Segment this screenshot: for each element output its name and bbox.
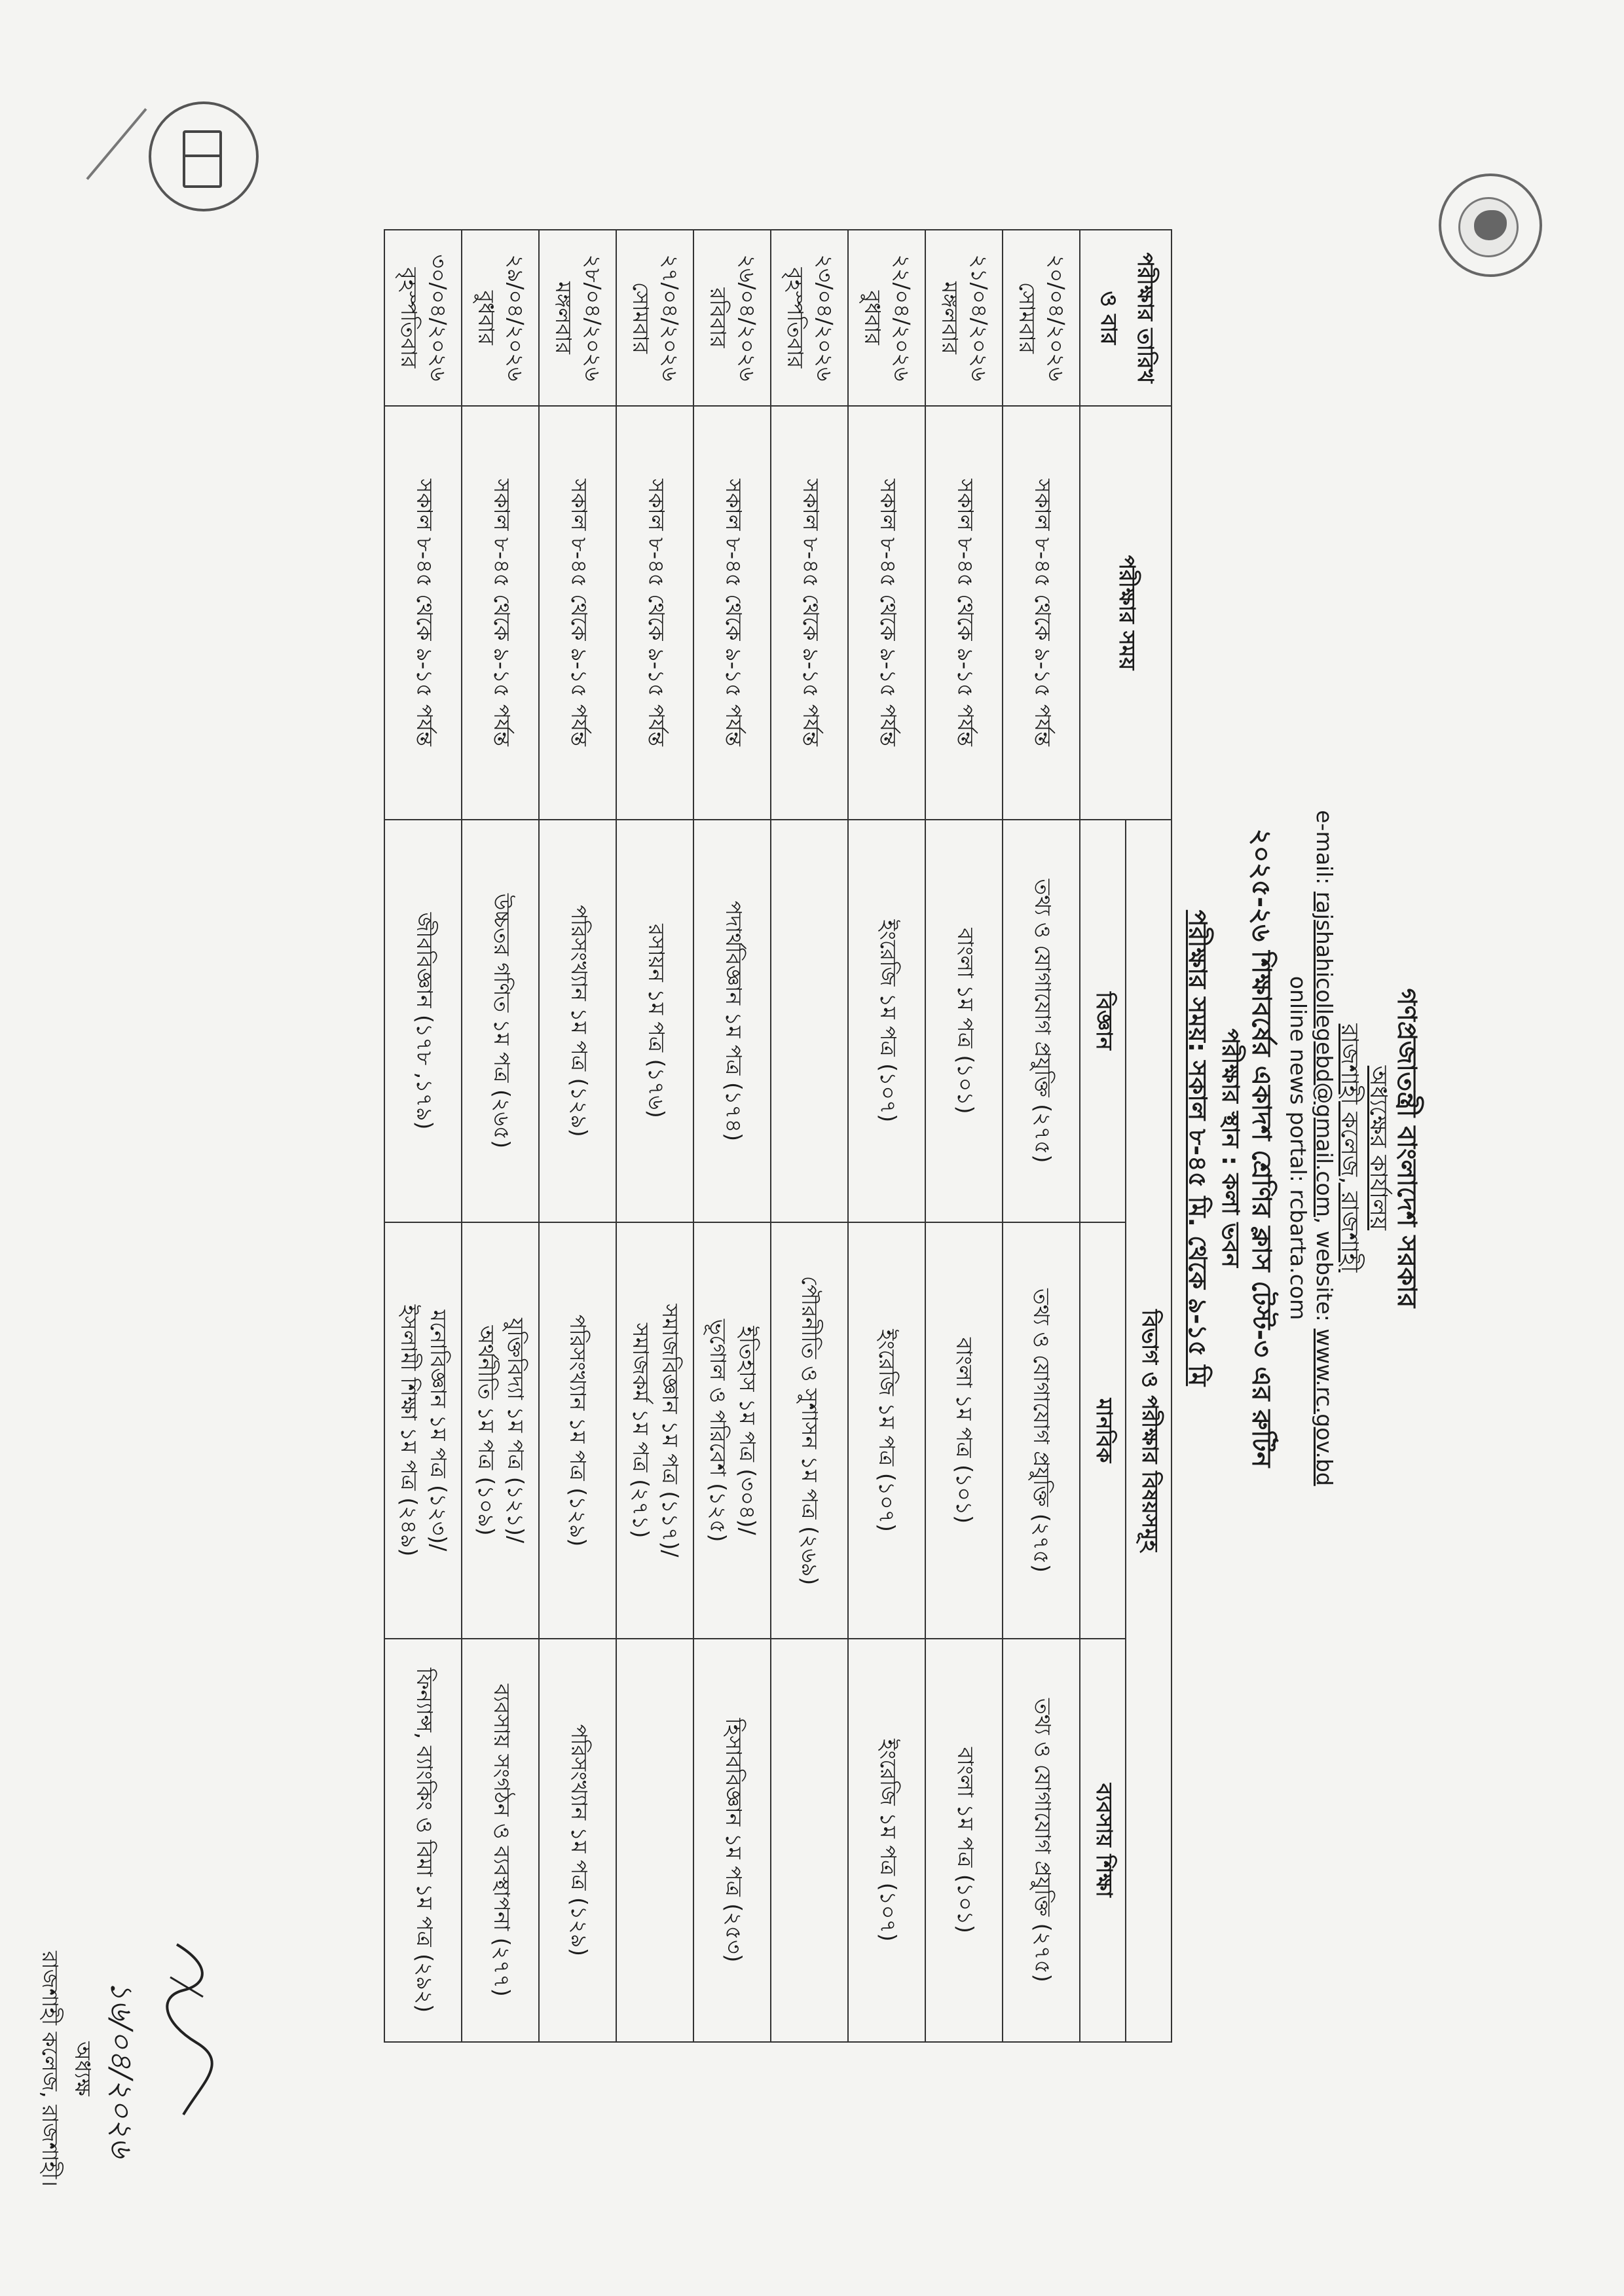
signature-block bbox=[13, 1912, 223, 2252]
table-row bbox=[384, 230, 462, 2042]
date-cell: ২০/০৪/২০২৬ সোমবার bbox=[1003, 230, 1080, 406]
news-portal: online news portal: rcbarta.com bbox=[1285, 975, 1311, 1321]
table-row bbox=[539, 230, 616, 2042]
website-link[interactable]: www.rc.gov.bd bbox=[1312, 1328, 1337, 1486]
book-icon bbox=[183, 130, 222, 188]
business-cell: হিসাববিজ্ঞান ১ম পত্র (২৫৩) bbox=[693, 1639, 771, 2042]
humanities-cell: ইতিহাস ১ম পত্র (৩০৪)/ ভূগোল ও পরিবেশ (১২৫) bbox=[693, 1222, 771, 1638]
business-cell: তথ্য ও যোগাযোগ প্রযুক্তি (২৭৫) bbox=[1003, 1639, 1080, 2042]
time-cell: সকাল ৮-৪৫ থেকে ৯-১৫ পর্যন্ত bbox=[925, 406, 1003, 820]
time-cell: সকাল ৮-৪৫ থেকে ৯-১৫ পর্যন্ত bbox=[693, 406, 771, 820]
date-cell: ২২/০৪/২০২৬ বুধবার bbox=[848, 230, 925, 406]
email-link[interactable]: rajshahicollegebd@gmail.com bbox=[1312, 891, 1337, 1217]
group-column-header: বিভাগ ও পরীক্ষার বিষয়সমূহ bbox=[1126, 820, 1172, 2043]
table-row bbox=[848, 230, 925, 2042]
government-seal bbox=[1439, 173, 1542, 277]
humanities-cell: পরিসংখ্যান ১ম পত্র (১২৯) bbox=[539, 1222, 616, 1638]
date-cell: ৩০/০৪/২০২৬ বৃহস্পতিবার bbox=[384, 230, 462, 406]
table-row bbox=[1003, 230, 1080, 2042]
humanities-cell: মনোবিজ্ঞান ১ম পত্র (১২৩)/ ইসলামী শিক্ষা ১ম পত্র (২৪৯) bbox=[384, 1222, 462, 1638]
time-column-header: পরীক্ষার সময় bbox=[1080, 406, 1172, 820]
exam-routine-table bbox=[384, 229, 1172, 2043]
time-cell: সকাল ৮-৪৫ থেকে ৯-১৫ পর্যন্ত bbox=[539, 406, 616, 820]
time-cell: সকাল ৮-৪৫ থেকে ৯-১৫ পর্যন্ত bbox=[1003, 406, 1080, 820]
office-heading: অধ্যক্ষের কার্যালয় bbox=[1365, 1065, 1392, 1231]
humanities-cell: বাংলা ১ম পত্র (১০১) bbox=[925, 1222, 1003, 1638]
time-cell: সকাল ৮-৪৫ থেকে ৯-১৫ পর্যন্ত bbox=[848, 406, 925, 820]
time-cell: সকাল ৮-৪৫ থেকে ৯-১৫ পর্যন্ত bbox=[384, 406, 462, 820]
humanities-cell: সমাজবিজ্ঞান ১ম পত্র (১১৭)/ সমাজকর্ম ১ম পত্র (২৭১) bbox=[616, 1222, 693, 1638]
science-column-header: বিজ্ঞান bbox=[1080, 820, 1126, 1223]
table-row bbox=[462, 230, 539, 2042]
paper-clip bbox=[86, 108, 147, 180]
science-cell: রসায়ন ১ম পত্র (১৭৬) bbox=[616, 820, 693, 1223]
date-cell: ২৯/০৪/২০২৬ বুধবার bbox=[462, 230, 539, 406]
date-cell: ২৩/০৪/২০২৬ বৃহস্পতিবার bbox=[771, 230, 848, 406]
science-cell: জীববিজ্ঞান (১৭৮ ,১৭৯) bbox=[384, 820, 462, 1223]
date-cell: ২৭/০৪/২০২৬ সোমবার bbox=[616, 230, 693, 406]
govt-heading: গণপ্রজাতন্ত্রী বাংলাদেশ সরকার bbox=[1392, 988, 1422, 1308]
science-cell: তথ্য ও যোগাযোগ প্রযুক্তি (২৭৫) bbox=[1003, 820, 1080, 1223]
science-cell: বাংলা ১ম পত্র (১০১) bbox=[925, 820, 1003, 1223]
date-cell: ২১/০৪/২০২৬ মঙ্গলবার bbox=[925, 230, 1003, 406]
business-cell: ব্যবসায় সংগঠন ও ব্যবস্থাপনা (২৭৭) bbox=[462, 1639, 539, 2042]
time-cell: সকাল ৮-৪৫ থেকে ৯-১৫ পর্যন্ত bbox=[616, 406, 693, 820]
humanities-cell: তথ্য ও যোগাযোগ প্রযুক্তি (২৭৫) bbox=[1003, 1222, 1080, 1638]
business-column-header: ব্যবসায় শিক্ষা bbox=[1080, 1639, 1126, 2042]
contact-line: e-mail: rajshahicollegebd@gmail.com, website: www.rc.gov.bd bbox=[1312, 810, 1337, 1486]
business-cell: পরিসংখ্যান ১ম পত্র (১২৯) bbox=[539, 1639, 616, 2042]
science-cell: ইংরেজি ১ম পত্র (১০৭) bbox=[848, 820, 925, 1223]
table-row bbox=[771, 230, 848, 2042]
signature-mark bbox=[151, 1938, 223, 2121]
business-cell: ফিন্যান্স, ব্যাংকিং ও বিমা ১ম পত্র (২৯২) bbox=[384, 1639, 462, 2042]
time-cell: সকাল ৮-৪৫ থেকে ৯-১৫ পর্যন্ত bbox=[771, 406, 848, 820]
business-cell bbox=[771, 1639, 848, 2042]
humanities-cell: ইংরেজি ১ম পত্র (১০৭) bbox=[848, 1222, 925, 1638]
handwritten-date: ১৬/০৪/২০২৬ bbox=[104, 1980, 139, 2158]
college-logo bbox=[149, 101, 259, 211]
time-cell: সকাল ৮-৪৫ থেকে ৯-১৫ পর্যন্ত bbox=[462, 406, 539, 820]
science-cell bbox=[771, 820, 848, 1223]
date-cell: ২৮/০৪/২০২৬ মঙ্গলবার bbox=[539, 230, 616, 406]
table-row bbox=[693, 230, 771, 2042]
signatory-title: অধ্যক্ষ bbox=[70, 2041, 96, 2096]
table-row bbox=[925, 230, 1003, 2042]
humanities-column-header: মানবিক bbox=[1080, 1222, 1126, 1638]
exam-time: পরীক্ষার সময়: সকাল ৮-৪৫ মি. থেকে ৯-১৫ মি bbox=[1183, 909, 1212, 1387]
routine-title: ২০২৫-২৬ শিক্ষাবর্ষের একাদশ শ্রেণির ক্লাস টেস্ট-৩ এর রুটিন bbox=[1246, 828, 1276, 1468]
humanities-cell: যুক্তিবিদ্যা ১ম পত্র (১২১)/ অর্থনীতি ১ম পত্র (১০৯) bbox=[462, 1222, 539, 1638]
exam-venue: পরীক্ষার স্থান : কলা ভবন bbox=[1217, 1028, 1244, 1268]
science-cell: পরিসংখ্যান ১ম পত্র (১২৯) bbox=[539, 820, 616, 1223]
humanities-cell: পৌরনীতি ও সুশাসন ১ম পত্র (২৬৯) bbox=[771, 1222, 848, 1638]
science-cell: পদার্থবিজ্ঞান ১ম পত্র (১৭৪) bbox=[693, 820, 771, 1223]
business-cell: বাংলা ১ম পত্র (১০১) bbox=[925, 1639, 1003, 2042]
business-cell: ইংরেজি ১ম পত্র (১০৭) bbox=[848, 1639, 925, 2042]
table-row bbox=[616, 230, 693, 2042]
date-column-header: পরীক্ষার তারিখ ও বার bbox=[1080, 230, 1172, 406]
date-cell: ২৬/০৪/২০২৬ রবিবার bbox=[693, 230, 771, 406]
college-name: রাজশাহী কলেজ, রাজশাহী bbox=[1336, 1023, 1363, 1273]
science-cell: উচ্চতর গণিত ১ম পত্র (২৬৫) bbox=[462, 820, 539, 1223]
signatory-college: রাজশাহী কলেজ, রাজশাহী। bbox=[37, 1951, 64, 2187]
business-cell bbox=[616, 1639, 693, 2042]
